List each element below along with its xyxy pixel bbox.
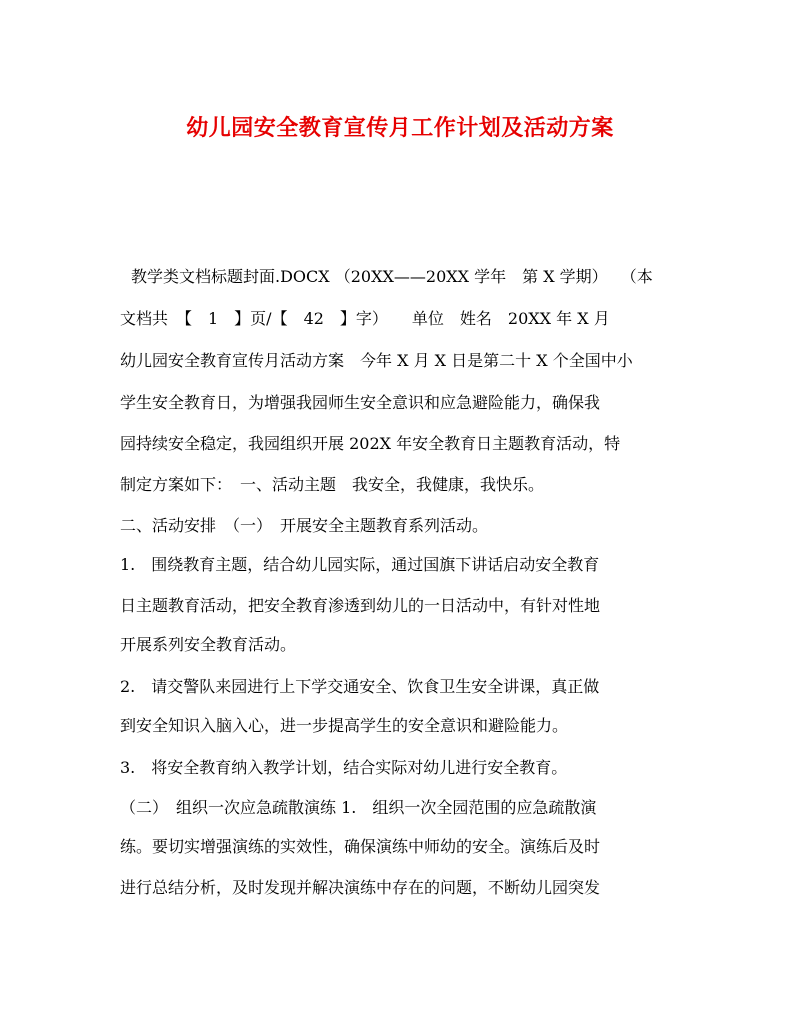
body-line: （二） 组织一次应急疏散演练 1. 组织一次全园范围的应急疏散演 — [120, 798, 597, 817]
body-line: 开展系列安全教育活动。 — [120, 635, 297, 654]
body-line: 2. 请交警队来园进行上下学交通安全、饮食卫生安全讲课，真正做 — [120, 677, 600, 696]
body-line: 日主题教育活动，把安全教育渗透到幼儿的一日活动中，有针对性地 — [120, 596, 601, 615]
body-line: 园持续安全稳定，我园组织开展 202X 年安全教育日主题教育活动，特 — [120, 434, 621, 453]
document-title: 幼儿园安全教育宣传月工作计划及活动方案 — [186, 115, 614, 141]
body-line: 幼儿园安全教育宣传月活动方案 今年 X 月 X 日是第二十 X 个全国中小 — [120, 351, 633, 370]
body-line: 学生安全教育日，为增强我园师生安全意识和应急避险能力，确保我 — [120, 393, 601, 412]
body-line: 二、活动安排 （一） 开展安全主题教育系列活动。 — [120, 516, 489, 535]
body-line: 到安全知识入脑入心，进一步提高学生的安全意识和避险能力。 — [120, 716, 569, 735]
body-line: 文档共 【 1 】页/【 42 】字） 单位 姓名 20XX 年 X 月 — [120, 309, 610, 328]
body-line: 教学类文档标题封面.DOCX （20XX——20XX 学年 第 X 学期） （本 — [131, 267, 653, 286]
body-line: 1. 围绕教育主题，结合幼儿园实际，通过国旗下讲话启动安全教育 — [120, 555, 600, 574]
body-line: 3. 将安全教育纳入教学计划，结合实际对幼儿进行安全教育。 — [120, 758, 568, 777]
body-line: 制定方案如下： 一、活动主题 我安全，我健康，我快乐。 — [120, 475, 545, 494]
body-line: 练。要切实增强演练的实效性，确保演练中师幼的安全。演练后及时 — [120, 837, 601, 856]
body-line: 进行总结分析，及时发现并解决演练中存在的问题，不断幼儿园突发 — [120, 878, 601, 897]
